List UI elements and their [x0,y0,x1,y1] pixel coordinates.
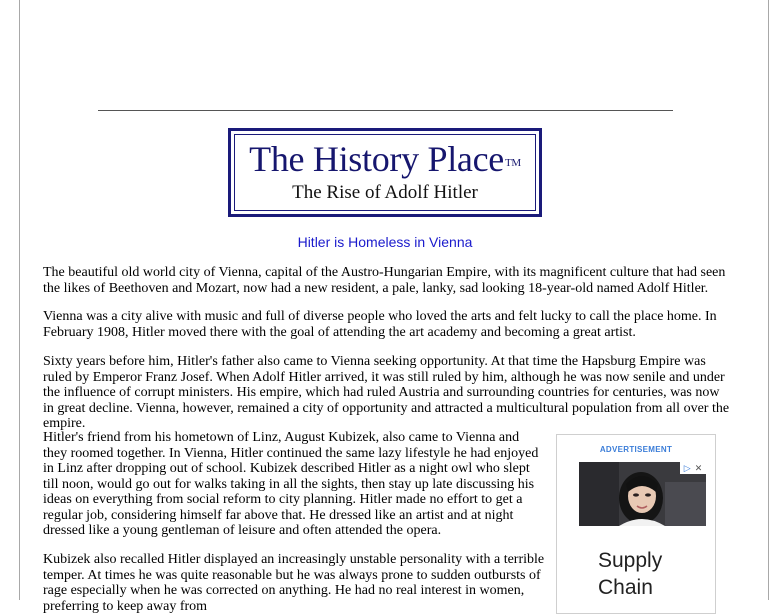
article-paragraph: Hitler's friend from his hometown of Linz, August Kubizek, also came to Vienna and they roomed together. In Vienna, Hitler continued the same lazy lifestyle he had enjoyed in Linz after dropping out of school. Kubizek described Hitler as a night owl who slept till noon, would go out for walks taking in all the sights, then stay up late discussing his ideas on everything from social reform to city planning. Hitler made no effort to get a regular job, considering himself far above that. He dressed like an artist and at night dressed like a young gentleman of leisure and often attended the opera. [43,430,539,538]
banner-title-text: The History Place [249,139,504,179]
ad-choices-controls[interactable] [680,462,706,474]
adchoices-icon[interactable]: ▷ [683,463,691,473]
article-paragraph: Vienna was a city alive with music and full of diverse people who loved the arts and felt lucky to call the place home. In February 1908, Hitler moved there with the goal of attending the art academy and becoming a great artist. [43,309,717,340]
article-paragraph: The beautiful old world city of Vienna, capital of the Austro-Hungarian Empire, with its magnificent culture that had seen the likes of Beethoven and Mozart, now had a new resident, a pale, lanky, sad looking 18-year-old named Adolf Hitler. [43,265,726,296]
advertisement-headline[interactable]: Supply Chain [598,549,663,599]
advertisement-box[interactable] [556,434,716,614]
horizontal-rule [98,110,673,111]
advertisement-label: ADVERTISEMENT [599,445,673,454]
page-headline: Hitler is Homeless in Vienna [297,234,473,250]
article-paragraph: Sixty years before him, Hitler's father also came to Vienna seeking opportunity. At that time the Hapsburg Empire was ruled by Emperor Franz Josef. When Adolf Hitler arrived, it was still ruled by him, although he was now senile and under the influence of corrupt ministers. His empire, which had ruled Austria and surrounding countries for centuries, was now in great decline. Vienna, however, remained a city of opportunity and attracted a multicultural population from all over the empire. [43,354,730,431]
banner-title [231,139,539,179]
woman-portrait-image[interactable] [579,462,706,526]
trademark-mark: TM [504,157,521,169]
close-icon[interactable]: ✕ [694,463,703,473]
site-banner-logo[interactable] [228,128,542,217]
banner-subtitle: The Rise of Adolf Hitler [292,182,478,203]
article-paragraph: Kubizek also recalled Hitler displayed an increasingly unstable personality with a terrible temper. At times he was quite reasonable but he was always prone to sudden outbursts of rage especially when he was corrected on anything. He had no real interest in women, preferring to keep away from [43,552,545,614]
